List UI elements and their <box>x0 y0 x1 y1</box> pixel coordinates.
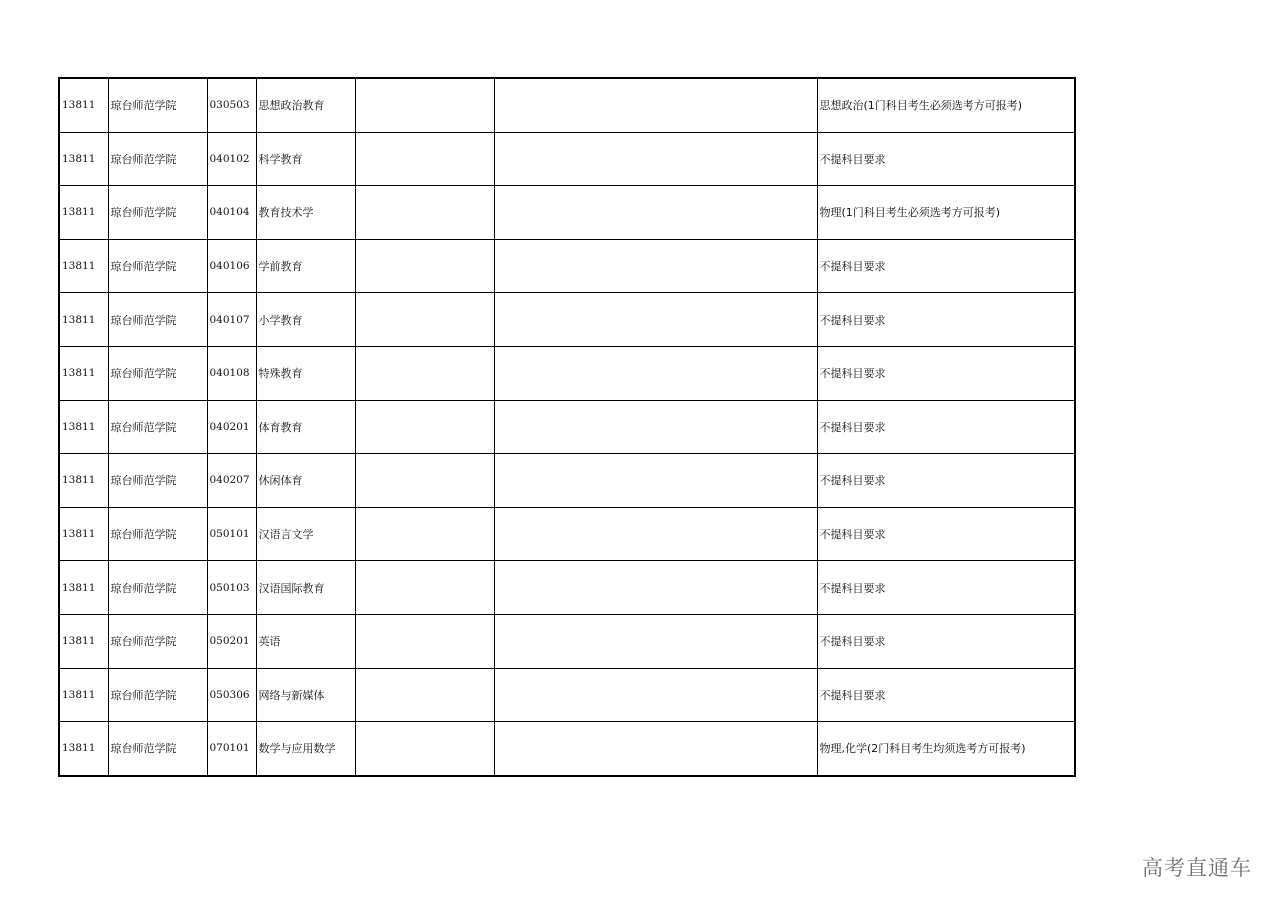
table-row <box>59 454 1075 508</box>
subject-requirement-cell: 不提科目要求 <box>817 293 1075 347</box>
empty-cell <box>355 454 494 508</box>
major-name-cell: 科学教育 <box>256 132 355 186</box>
institution-code-cell: 13811 <box>59 346 108 400</box>
institution-name-cell: 琼台师范学院 <box>108 186 207 240</box>
empty-cell <box>494 346 817 400</box>
empty-cell <box>494 239 817 293</box>
major-name-cell: 休闲体育 <box>256 454 355 508</box>
empty-cell <box>355 78 494 132</box>
institution-code-cell: 13811 <box>59 186 108 240</box>
major-code-cell: 040207 <box>207 454 256 508</box>
empty-cell <box>494 78 817 132</box>
major-code-cell: 040104 <box>207 186 256 240</box>
empty-cell <box>355 722 494 776</box>
empty-cell <box>494 668 817 722</box>
empty-cell <box>494 722 817 776</box>
institution-name-cell: 琼台师范学院 <box>108 614 207 668</box>
major-name-cell: 体育教育 <box>256 400 355 454</box>
empty-cell <box>355 668 494 722</box>
watermark-text: 高考直通车 <box>1142 856 1252 880</box>
empty-cell <box>355 239 494 293</box>
table-row <box>59 507 1075 561</box>
major-code-cell: 070101 <box>207 722 256 776</box>
subject-requirement-cell: 不提科目要求 <box>817 132 1075 186</box>
table-row <box>59 561 1075 615</box>
empty-cell <box>494 614 817 668</box>
major-name-cell: 学前教育 <box>256 239 355 293</box>
table-row <box>59 400 1075 454</box>
institution-code-cell: 13811 <box>59 293 108 347</box>
empty-cell <box>494 400 817 454</box>
institution-name-cell: 琼台师范学院 <box>108 507 207 561</box>
empty-cell <box>494 293 817 347</box>
major-code-cell: 040108 <box>207 346 256 400</box>
empty-cell <box>355 400 494 454</box>
table-row <box>59 346 1075 400</box>
major-code-cell: 040201 <box>207 400 256 454</box>
institution-name-cell: 琼台师范学院 <box>108 132 207 186</box>
institution-code-cell: 13811 <box>59 132 108 186</box>
subject-requirement-cell: 不提科目要求 <box>817 400 1075 454</box>
table-row <box>59 614 1075 668</box>
table-body <box>59 78 1075 776</box>
subject-requirement-cell: 思想政治(1门科目考生必须选考方可报考) <box>817 78 1075 132</box>
institution-code-cell: 13811 <box>59 239 108 293</box>
institution-name-cell: 琼台师范学院 <box>108 239 207 293</box>
major-name-cell: 英语 <box>256 614 355 668</box>
major-code-cell: 040107 <box>207 293 256 347</box>
institution-name-cell: 琼台师范学院 <box>108 561 207 615</box>
subject-requirement-cell: 不提科目要求 <box>817 239 1075 293</box>
empty-cell <box>355 132 494 186</box>
table-row <box>59 132 1075 186</box>
table-row <box>59 668 1075 722</box>
major-code-cell: 050103 <box>207 561 256 615</box>
major-name-cell: 汉语言文学 <box>256 507 355 561</box>
subject-requirement-cell: 不提科目要求 <box>817 614 1075 668</box>
empty-cell <box>355 186 494 240</box>
major-name-cell: 小学教育 <box>256 293 355 347</box>
institution-name-cell: 琼台师范学院 <box>108 293 207 347</box>
empty-cell <box>355 507 494 561</box>
institution-name-cell: 琼台师范学院 <box>108 454 207 508</box>
empty-cell <box>494 132 817 186</box>
subject-requirement-cell: 物理,化学(2门科目考生均须选考方可报考) <box>817 722 1075 776</box>
table-row <box>59 78 1075 132</box>
empty-cell <box>494 186 817 240</box>
major-code-cell: 040102 <box>207 132 256 186</box>
institution-name-cell: 琼台师范学院 <box>108 400 207 454</box>
major-code-cell: 050306 <box>207 668 256 722</box>
subject-requirement-cell: 不提科目要求 <box>817 561 1075 615</box>
institution-code-cell: 13811 <box>59 722 108 776</box>
institution-code-cell: 13811 <box>59 454 108 508</box>
major-name-cell: 网络与新媒体 <box>256 668 355 722</box>
major-code-cell: 050101 <box>207 507 256 561</box>
major-name-cell: 数学与应用数学 <box>256 722 355 776</box>
institution-name-cell: 琼台师范学院 <box>108 78 207 132</box>
subject-requirement-cell: 不提科目要求 <box>817 507 1075 561</box>
institution-name-cell: 琼台师范学院 <box>108 668 207 722</box>
empty-cell <box>355 614 494 668</box>
institution-code-cell: 13811 <box>59 78 108 132</box>
major-name-cell: 教育技术学 <box>256 186 355 240</box>
major-name-cell: 汉语国际教育 <box>256 561 355 615</box>
empty-cell <box>494 507 817 561</box>
subject-requirement-cell: 不提科目要求 <box>817 668 1075 722</box>
empty-cell <box>355 346 494 400</box>
empty-cell <box>494 454 817 508</box>
institution-code-cell: 13811 <box>59 400 108 454</box>
major-name-cell: 思想政治教育 <box>256 78 355 132</box>
requirements-table <box>58 77 1076 777</box>
major-code-cell: 030503 <box>207 78 256 132</box>
major-code-cell: 050201 <box>207 614 256 668</box>
institution-code-cell: 13811 <box>59 614 108 668</box>
table-row <box>59 722 1075 776</box>
institution-code-cell: 13811 <box>59 668 108 722</box>
institution-name-cell: 琼台师范学院 <box>108 346 207 400</box>
subject-requirement-cell: 不提科目要求 <box>817 454 1075 508</box>
table-row <box>59 186 1075 240</box>
table-row <box>59 293 1075 347</box>
subject-requirement-cell: 不提科目要求 <box>817 346 1075 400</box>
institution-code-cell: 13811 <box>59 561 108 615</box>
major-code-cell: 040106 <box>207 239 256 293</box>
empty-cell <box>355 561 494 615</box>
institution-code-cell: 13811 <box>59 507 108 561</box>
empty-cell <box>355 293 494 347</box>
major-name-cell: 特殊教育 <box>256 346 355 400</box>
institution-name-cell: 琼台师范学院 <box>108 722 207 776</box>
table-row <box>59 239 1075 293</box>
subject-requirement-cell: 物理(1门科目考生必须选考方可报考) <box>817 186 1075 240</box>
empty-cell <box>494 561 817 615</box>
